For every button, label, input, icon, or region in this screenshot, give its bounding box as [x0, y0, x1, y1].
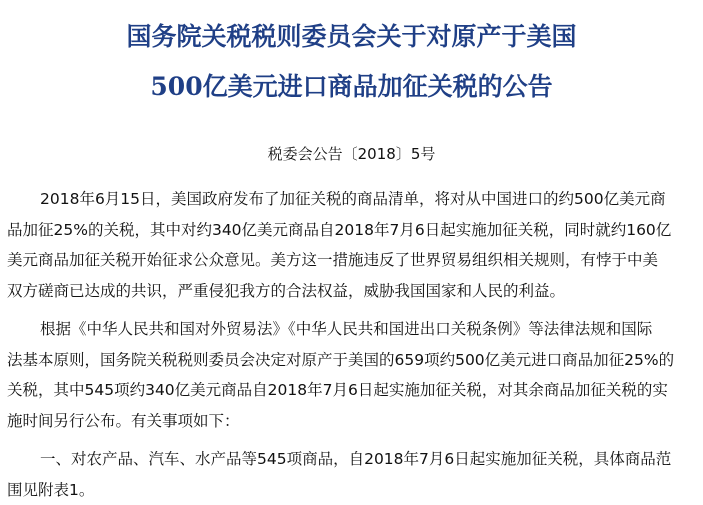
paragraph-line: 关税，其中545项约340亿美元商品自2018年7月6日起实施加征关税，对其余商品加征关税的实 — [7, 375, 697, 406]
paragraph-line: 品加征25%的关税，其中对约340亿美元商品自2018年7月6日起实施加征关税，同时就约160亿 — [7, 215, 697, 246]
paragraph-line: 美元商品加征关税开始征求公众意见。美方这一措施违反了世界贸易组织相关规则，有悖于中美 — [7, 245, 697, 276]
paragraph-background — [7, 184, 697, 306]
paragraph-line: 围见附表1。 — [7, 475, 697, 505]
paragraph-line: 一、对农产品、汽车、水产品等545项商品，自2018年7月6日起实施加征关税，具体商品范 — [7, 444, 697, 475]
paragraph-line: 双方磋商已达成的共识，严重侵犯我方的合法权益，威胁我国国家和人民的利益。 — [7, 276, 697, 307]
document-title-line-2: 500亿美元进口商品加征关税的公告 — [0, 72, 703, 102]
document-title-line-1: 国务院关税税则委员会关于对原产于美国 — [0, 22, 703, 52]
paragraph-legal-basis — [7, 314, 697, 436]
document-number: 税委会公告〔2018〕5号 — [0, 144, 703, 164]
paragraph-line: 施时间另行公布。有关事项如下： — [7, 406, 697, 437]
paragraph-item-one — [7, 444, 697, 505]
paragraph-line: 法基本原则，国务院关税税则委员会决定对原产于美国的659项约500亿美元进口商品加征25%的 — [7, 345, 697, 376]
paragraph-line: 2018年6月15日，美国政府发布了加征关税的商品清单，将对从中国进口的约500亿美元商 — [7, 184, 697, 215]
paragraph-line: 根据《中华人民共和国对外贸易法》《中华人民共和国进出口关税条例》等法律法规和国际 — [7, 314, 697, 345]
